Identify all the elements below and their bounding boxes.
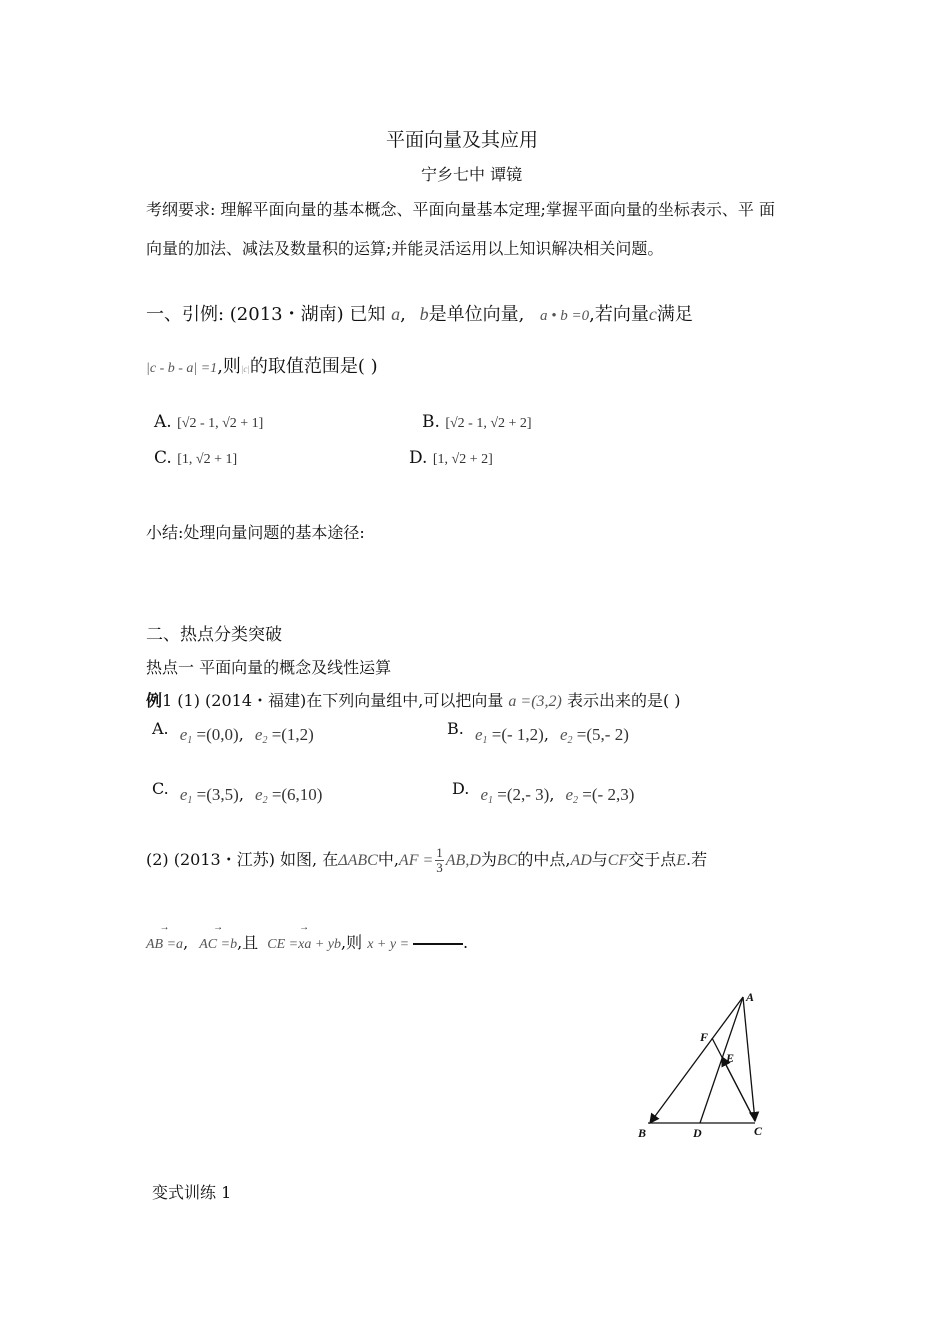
option-a-label: A. — [154, 412, 172, 432]
option-d — [409, 448, 493, 468]
option-a — [154, 412, 263, 432]
var-c: c — [648, 304, 657, 324]
q2-lead: (2) (2013・江苏) 如图, 在 — [146, 850, 339, 869]
segment-cf: CF — [607, 852, 629, 869]
vector-ac-eq: → AC =b — [199, 937, 237, 953]
label-f: F — [700, 1030, 709, 1044]
comma: , — [400, 304, 406, 325]
unit-text: 是单位向量, — [428, 304, 525, 325]
section-heading: 二、热点分类突破 — [146, 625, 282, 645]
comma: , — [543, 725, 549, 744]
vector-ab-eq: → AB =a — [146, 937, 183, 953]
option-b-value: [√2 - 1, √2 + 2] — [445, 416, 532, 431]
q2-midpoint: 的中点, — [517, 850, 571, 869]
triangle-abc: ΔABC — [338, 852, 378, 869]
summary-line: 小结:处理向量问题的基本途径: — [146, 523, 365, 542]
choice-d-e2: $e_2$ =(- 2,3) — [565, 785, 635, 806]
choice-d-label: D. — [452, 779, 470, 798]
comma: , — [183, 933, 189, 952]
segment-ad-line — [700, 997, 743, 1123]
label-e: E — [726, 1051, 735, 1065]
choice-b-e2: $e_2 =(5,-$ 2) — [560, 725, 629, 746]
q2-qie: ,且 — [237, 933, 259, 952]
sum-expr: x + y = — [367, 937, 410, 952]
option-d-label: D. — [409, 448, 428, 468]
syllabus-line-2: 向量的加法、减法及数量积的运算;并能灵活运用以上知识解决相关问题。 — [146, 239, 664, 258]
intro-line-2 — [146, 352, 378, 378]
label-b: B — [638, 1126, 647, 1140]
satisfy-text: 满足 — [656, 304, 693, 325]
dot-expression: a • b =0 — [540, 308, 590, 324]
q2-ze: ,则 — [341, 933, 363, 952]
q2-yu: 与 — [591, 850, 608, 869]
label-a: A — [746, 990, 755, 1004]
comma: , — [238, 725, 244, 744]
one-third-fraction: $\frac{1}{3}$ — [436, 845, 443, 875]
choice-c-e1: $e_1 =(3,5)$ — [179, 785, 239, 806]
segment-ad: AD — [570, 852, 592, 869]
af-expr: AF = — [398, 852, 434, 869]
example-vector: a =(3,2) — [508, 693, 562, 710]
intro-lead: 一、引例: (2013・湖南) 已知 — [146, 304, 386, 325]
choice-d-e1: $e_1 =(2,-$ 3) — [480, 785, 550, 806]
ab-expr: AB — [445, 852, 466, 869]
range-text: 的取值范围是( ) — [249, 356, 378, 377]
choice-c-label: C. — [152, 779, 169, 798]
abs-expression: |c - b - a| =1 — [146, 361, 218, 376]
choice-a-e1: $e_1 =(0,0)$ — [179, 725, 239, 746]
option-c — [154, 448, 237, 468]
author-line: 宁乡七中 谭镜 — [421, 165, 523, 184]
option-c-value: [1, √2 + 1] — [177, 452, 238, 467]
choice-c-e2: $e_2 =(6,10)$ — [255, 785, 323, 806]
choice-a-e2: $e_2 =(1,2)$ — [254, 725, 314, 746]
intro-line-1 — [146, 300, 693, 326]
choice-b-label: B. — [447, 719, 464, 738]
q2-intersect: 交于点 — [628, 850, 677, 869]
choice-b — [447, 719, 629, 746]
q2-mid: 中, — [377, 850, 399, 869]
point-d: ,D — [465, 852, 481, 869]
var-b: b — [419, 304, 429, 324]
answer-blank[interactable] — [413, 943, 463, 945]
var-a: a — [391, 304, 401, 324]
question-2-line-2 — [146, 930, 468, 953]
option-b — [422, 412, 532, 432]
comma: , — [549, 785, 555, 804]
q2-wei: 为 — [480, 850, 497, 869]
example-tail: 表示出来的是( ) — [566, 691, 681, 710]
option-c-label: C. — [154, 448, 172, 468]
point-e: E — [676, 852, 687, 869]
choice-d — [452, 779, 635, 806]
example-1-line — [146, 688, 681, 711]
variant-training-label: 变式训练 1 — [152, 1183, 232, 1202]
choice-b-e1: $e_1$ =(- 1,2) — [474, 725, 544, 746]
label-d: D — [693, 1126, 702, 1140]
triangle-figure — [630, 985, 780, 1145]
page-title: 平面向量及其应用 — [386, 129, 539, 151]
choice-a — [152, 719, 314, 746]
then-text: ,则 — [217, 356, 241, 377]
option-b-label: B. — [422, 412, 440, 432]
option-a-value: [√2 - 1, √2 + 1] — [177, 416, 264, 431]
small-abs-c: |c| — [240, 364, 250, 374]
topic-heading: 热点一 平面向量的概念及线性运算 — [146, 658, 392, 677]
choice-c — [152, 779, 323, 806]
period: . — [463, 933, 469, 952]
syllabus-line-1: 考纲要求: 理解平面向量的基本概念、平面向量基本定理;掌握平面向量的坐标表示、平 面 — [146, 200, 775, 219]
question-2-line-1 — [146, 846, 707, 875]
option-d-value: [1, √2 + 2] — [432, 452, 493, 467]
comma: , — [238, 785, 244, 804]
choice-a-label: A. — [152, 719, 169, 738]
condition-text: ,若向量 — [589, 304, 649, 325]
label-c: C — [754, 1124, 763, 1138]
q2-ruo: .若 — [686, 850, 708, 869]
vector-ce-eq: → CE =xa + yb — [267, 937, 341, 953]
example-text: 1 (1) (2014・福建)在下列向量组中,可以把向量 — [162, 691, 504, 710]
example-label: 例 — [146, 691, 163, 710]
segment-bc: BC — [496, 852, 518, 869]
